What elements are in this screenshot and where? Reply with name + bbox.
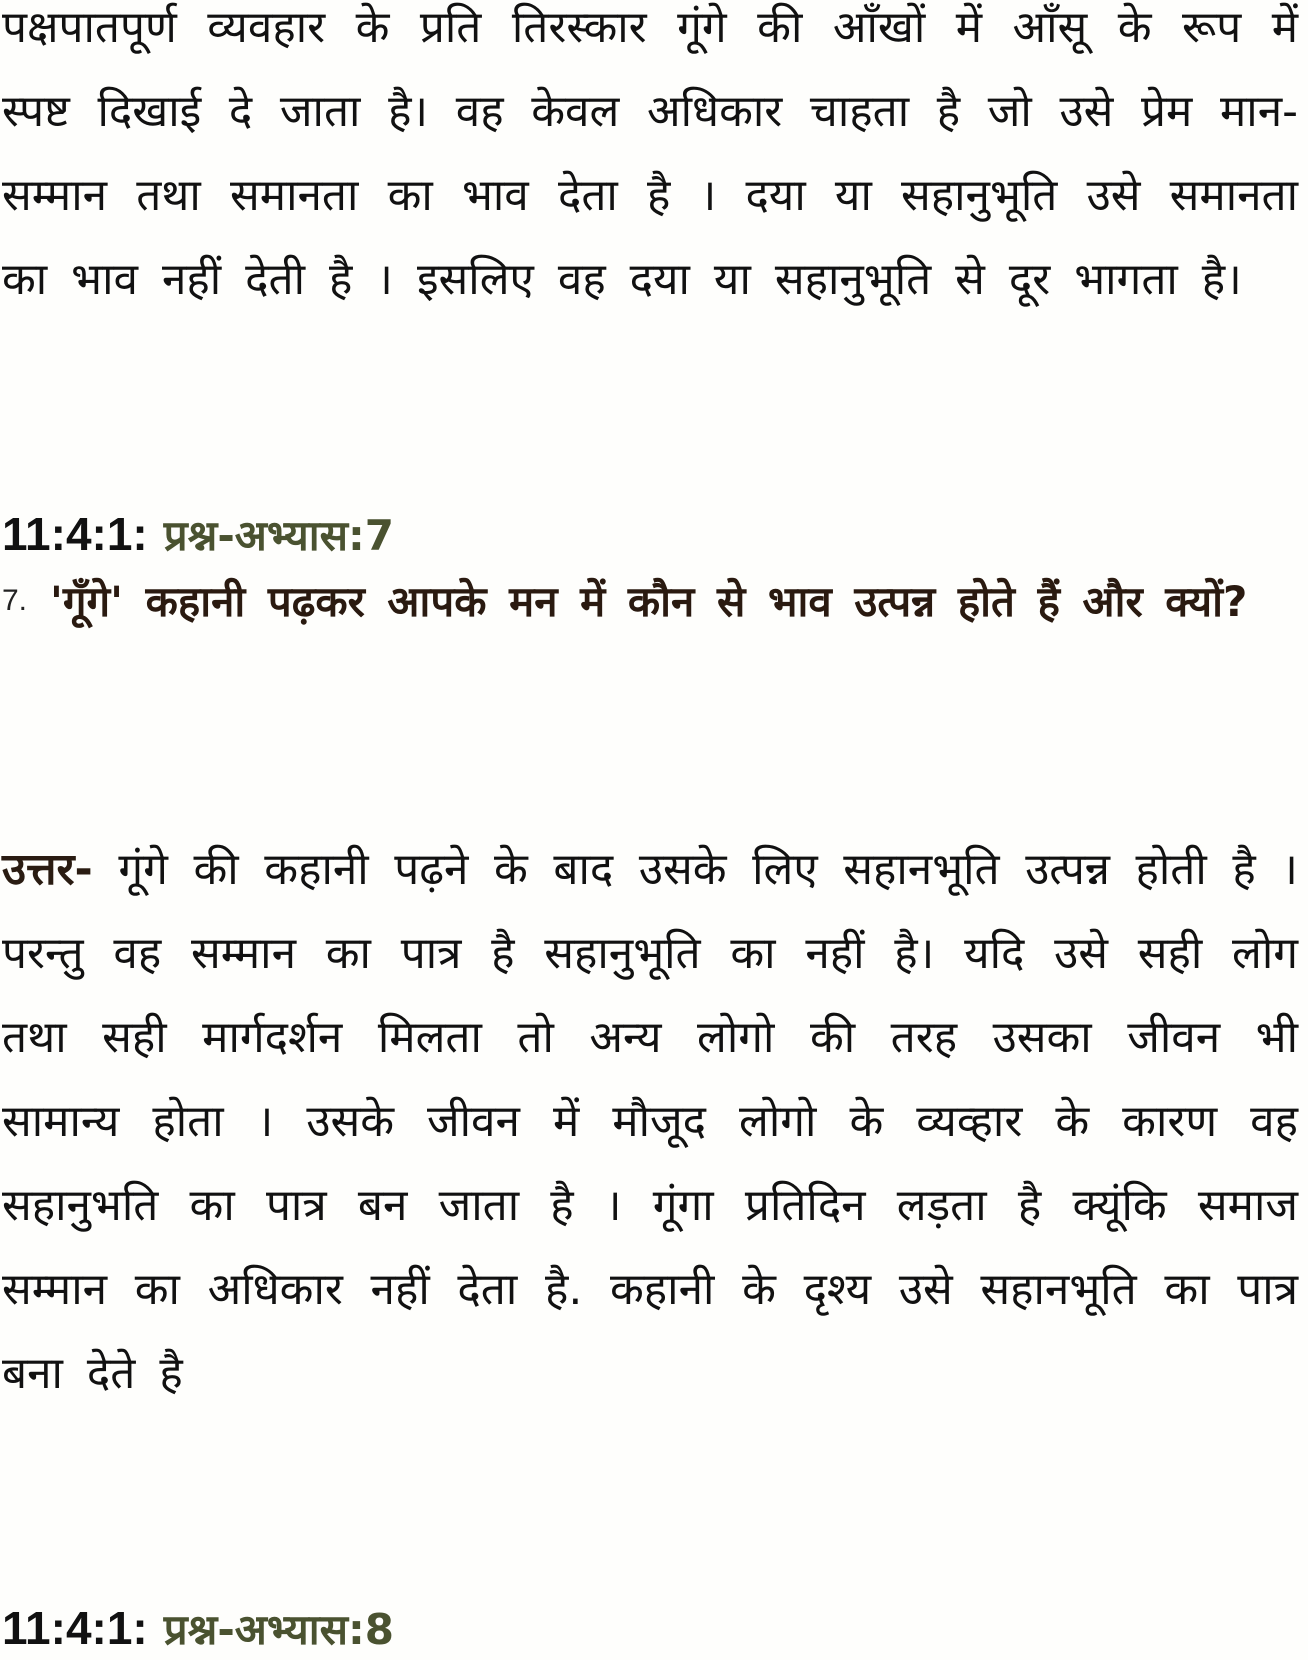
answer-text: गूंगे की कहानी पढ़ने के बाद उसके लिए सहानभूति उत्पन्न होती है । परन्तु वह सम्मान का पात्र है सहानुभूति का नहीं है। यदि उसे सही लोग तथा सही मार्गदर्शन मिलता तो अन्य लोगो की तरह उसका जीवन भी सामान्य होता । उसके जीवन में मौजूद लोगो के व्यव्हार के कारण वह सहानुभति का पात्र बन जाता है । गूंगा प्रतिदिन लड़ता है क्यूंकि समाज सम्मान का अधिकार नहीं देता है. कहानी के दृश्य उसे सहानभूति का पात्र बना देते है (2, 844, 1298, 1399)
section-heading-7 (2, 504, 394, 566)
question-text: 'गूँगे' कहानी पढ़कर आपके मन में कौन से भाव उत्पन्न होते हैं और क्यों? (50, 577, 1248, 626)
section-number: 11:4:1: (2, 508, 148, 560)
section-title: प्रश्न-अभ्यास:7 (163, 511, 394, 560)
section-heading-8 (2, 1598, 394, 1660)
answer-label: उत्तर- (2, 844, 93, 895)
intro-paragraph: पक्षपातपूर्ण व्यवहार के प्रति तिरस्कार गूंगे की आँखों में आँसू के रूप में स्पष्ट दिखाई दे जाता है। वह केवल अधिकार चाहता है जो उसे प्रेम मान-सम्मान तथा समानता का भाव देता है । दया या सहानुभूति उसे समानता का भाव नहीं देती है । इसलिए वह दया या सहानुभूति से दूर भागता है। (2, 2, 1298, 305)
section-title: प्रश्न-अभ्यास:8 (163, 1605, 394, 1654)
section-number: 11:4:1: (2, 1602, 148, 1654)
question-number: 7. (2, 584, 28, 617)
answer-paragraph (2, 828, 1298, 1416)
